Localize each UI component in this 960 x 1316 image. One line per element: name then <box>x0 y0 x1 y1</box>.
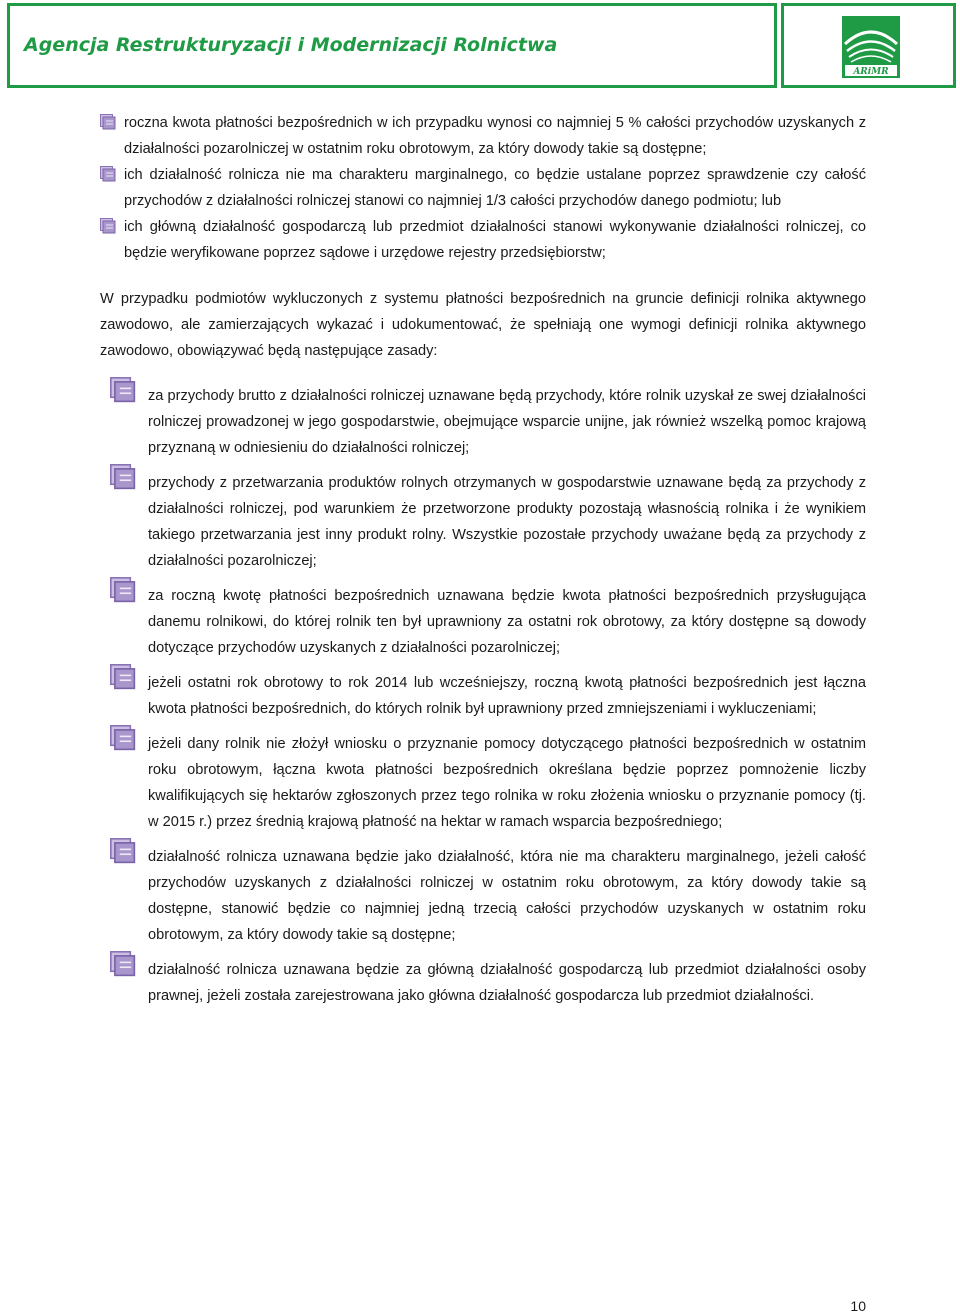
page-number: 10 <box>850 1298 866 1314</box>
list-item <box>148 957 866 1009</box>
list-item-text: ich działalność rolnicza nie ma charakteru marginalnego, co będzie ustalane poprzez sprawdzenie czy całość przychodów z działalności rolniczej stanowi co najmniej 1/3 całości przychodów danego podmiotu; lub <box>124 167 866 209</box>
logo-text: ARiMR <box>853 67 889 77</box>
bullet-square-icon <box>110 838 136 864</box>
list-item-text: jeżeli dany rolnik nie złożył wniosku o przyznanie pomocy dotyczącego płatności bezpośrednich w ostatnim roku obrotowym, łączna kwota płatności bezpośrednich określana będzie poprzez pomnożenie liczby kwalifikujących się hektarów zgłoszonych przez tego rolnika w roku złożenia wniosku o przyznanie pomocy (tj. w 2015 r.) przez średnią krajową płatność na hektar w ramach wsparcia bezpośredniego; <box>148 736 866 830</box>
bullet-square-icon <box>100 166 116 182</box>
list-item <box>124 162 866 214</box>
list-item-text: działalność rolnicza uznawana będzie za główną działalność gospodarczą lub przedmiot działalności osoby prawnej, jeżeli została zarejestrowana jako główna działalność gospodarcza lub przedmiot działalności. <box>148 962 866 1004</box>
list-item <box>124 110 866 162</box>
list-item <box>148 383 866 461</box>
list-item-text: za roczną kwotę płatności bezpośrednich uznawana będzie kwota płatności bezpośrednich przysługująca danemu rolnikowi, do której rolnik ten był uprawniony za ostatni rok obrotowy, za który dostępne są dowody dotyczące przychodów uzyskanych z działalności pozarolniczej; <box>148 588 866 656</box>
bullet-list-criteria <box>0 110 960 266</box>
list-item-text: ich główną działalność gospodarczą lub przedmiot działalności stanowi wykonywanie działalności rolniczej, co będzie weryfikowane poprzez sądowe i urzędowe rejestry przedsiębiorstw; <box>124 219 866 261</box>
logo-box <box>781 3 956 88</box>
list-item-text: roczna kwota płatności bezpośrednich w ich przypadku wynosi co najmniej 5 % całości przychodów uzyskanych z działalności pozarolniczej w ostatnim roku obrotowym, za który dowody takie są dostępne; <box>124 115 866 157</box>
bullet-square-icon <box>110 377 136 403</box>
bullet-square-icon <box>100 114 116 130</box>
bullet-list-rules <box>0 383 960 1009</box>
header-banner <box>7 3 777 88</box>
agency-title: Agencja Restrukturyzacji i Modernizacji Rolnictwa <box>24 34 558 56</box>
list-item <box>124 214 866 266</box>
list-item-text: jeżeli ostatni rok obrotowy to rok 2014 lub wcześniejszy, roczną kwotą płatności bezpośrednich jest łączna kwota płatności bezpośrednich, do których rolnik był uprawniony przed zmniejszeniami i wykluczeniami; <box>148 675 866 717</box>
arimr-logo-icon <box>842 16 900 78</box>
bullet-square-icon <box>100 218 116 234</box>
bullet-square-icon <box>110 664 136 690</box>
list-item-text: działalność rolnicza uznawana będzie jako działalność, która nie ma charakteru marginalnego, jeżeli całość przychodów uzyskanych z działalności rolniczej w ostatnim roku obrotowym, za który dowody takie są dostępne, stanowić będzie co najmniej jedną trzecią całości przychodów uzyskanych w ostatnim roku obrotowym, za który dowody takie są dostępne; <box>148 849 866 943</box>
list-item <box>148 470 866 574</box>
list-item-text: za przychody brutto z działalności rolniczej uznawane będą przychody, które rolnik uzyskał ze swej działalności rolniczej prowadzonej w jego gospodarstwie, obejmujące wsparcie unijne, jak również wszelką pomoc krajową przyznaną w odniesieniu do działalności rolniczej; <box>148 388 866 456</box>
list-item <box>148 844 866 948</box>
bullet-square-icon <box>110 951 136 977</box>
bullet-square-icon <box>110 577 136 603</box>
list-item <box>148 731 866 835</box>
list-item <box>148 583 866 661</box>
document-body <box>0 110 960 1009</box>
list-item <box>148 670 866 722</box>
list-item-text: przychody z przetwarzania produktów rolnych otrzymanych w gospodarstwie uznawane będą za przychody z działalności rolniczej, pod warunkiem że przetworzone produkty pozostają własnością rolnika i że wynikiem takiego przetwarzania jest inny produkt rolny. Wszystkie pozostałe przychody uważane będą za przychody z działalności pozarolniczej; <box>148 475 866 569</box>
bullet-square-icon <box>110 725 136 751</box>
bullet-square-icon <box>110 464 136 490</box>
intro-paragraph: W przypadku podmiotów wykluczonych z systemu płatności bezpośrednich na gruncie definicji rolnika aktywnego zawodowo, ale zamierzających wykazać i udokumentować, że spełniają one wymogi definicji rolnika aktywnego zawodowo, obowiązywać będą następujące zasady: <box>100 291 866 359</box>
